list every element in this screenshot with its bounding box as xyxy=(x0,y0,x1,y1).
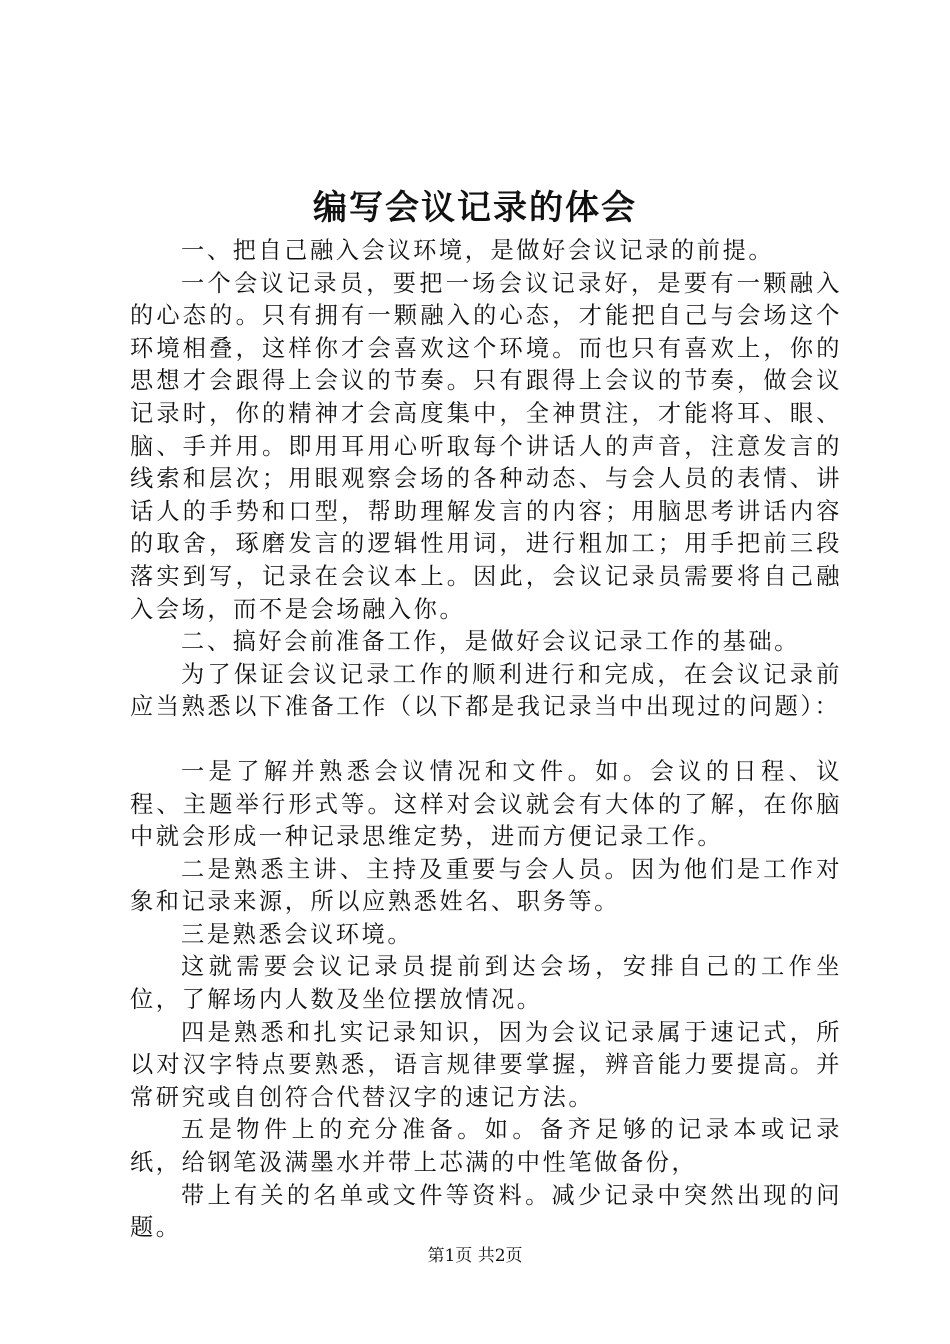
page-footer: 第1页 共2页 xyxy=(427,1246,523,1266)
paragraph: 这就需要会议记录员提前到达会场，安排自己的工作坐位，了解场内人数及坐位摆放情况。 xyxy=(130,953,842,1014)
paragraph: 四是熟悉和扎实记录知识，因为会议记录属于速记式，所以对汉字特点要熟悉，语言规律要掌握，辨音能力要提高。并常研究或自创符合代替汉字的速记方法。 xyxy=(130,1018,842,1111)
paragraph-section-1-heading: 一、把自己融入会议环境，是做好会议记录的前提。 xyxy=(181,237,775,264)
paragraph: 二是熟悉主讲、主持及重要与会人员。因为他们是工作对象和记录来源，所以应熟悉姓名、职务等。 xyxy=(130,855,842,916)
paragraph: 带上有关的名单或文件等资料。减少记录中突然出现的问题。 xyxy=(130,1181,842,1242)
paragraph: 三是熟悉会议环境。 xyxy=(181,920,414,948)
paragraph-section-2-heading: 二、搞好会前准备工作，是做好会议记录工作的基础。 xyxy=(181,628,800,656)
paragraph: 一是了解并熟悉会议情况和文件。如。会议的日程、议程、主题举行形式等。这样对会议就会有大体的了解，在你脑中就会形成一种记录思维定势，进而方便记录工作。 xyxy=(130,757,842,851)
paragraph: 为了保证会议记录工作的顺利进行和完成，在会议记录前应当熟悉以下准备工作（以下都是我记录当中出现过的问题）： xyxy=(130,660,842,721)
document-body xyxy=(130,235,842,1245)
paragraph: 一个会议记录员，要把一场会议记录好，是要有一颗融入的心态的。只有拥有一颗融入的心态，才能把自己与会场这个环境相叠，这样你才会喜欢这个环境。而也只有喜欢上，你的思想才会跟得上会议的节奏。只有跟得上会议的节奏，做会议记录时，你的精神才会高度集中，全神贯注，才能将耳、眼、脑、手并用。即用耳用心听取每个讲话人的声音，注意发言的线索和层次；用眼观察会场的各种动态、与会人员的表情、讲话人的手势和口型，帮助理解发言的内容；用脑思考讲话内容的取舍，琢磨发言的逻辑性用词，进行粗加工；用手把前三段落实到写，记录在会议本上。因此，会议记录员需要将自己融入会场，而不是会场融入你。 xyxy=(130,269,842,623)
document-title: 编写会议记录的体会 xyxy=(313,188,637,228)
paragraph: 五是物件上的充分准备。如。备齐足够的记录本或记录纸，给钢笔汲满墨水并带上芯满的中性笔做备份， xyxy=(130,1116,842,1177)
